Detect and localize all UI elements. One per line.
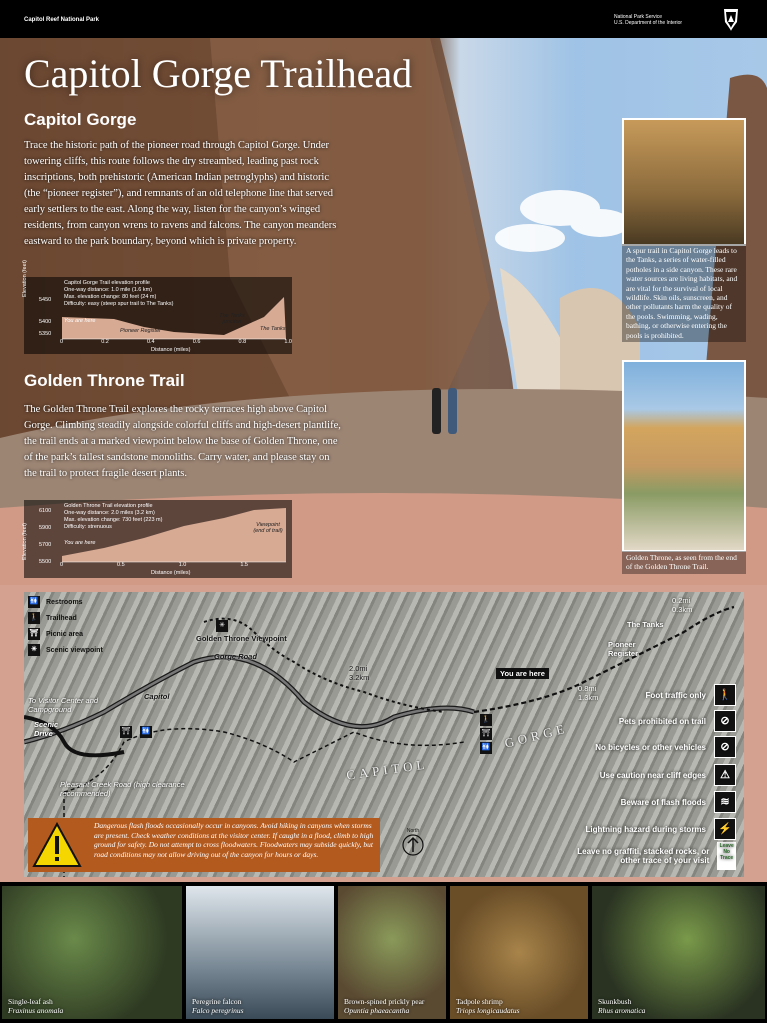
scenic-drive-label: Scenic Drive (34, 720, 59, 738)
lightning-icon: ⚡ (714, 818, 736, 840)
flash-flood-warning-text: Dangerous flash floods occasionally occur in canyons. Avoid hiking in canyons when storms are present. Check weather conditions at the visitor center. If caught in a flood, climb to high ground for safety. Do not attempt to cross floodwaters. Floodwaters may subside quickly, but road conditions may not allow driving out of the canyon for hours or days. (94, 821, 374, 859)
viewpoint-icon: ✳ (216, 620, 228, 632)
map-legend (28, 596, 103, 660)
golden-throne-photo (622, 360, 746, 552)
tanks-photo-caption: A spur trail in Capitol Gorge leads to the Tanks, a series of water-filled potholes in a side canyon. These rare water sources are living habitats, and are vital for the survival of local wildlife. Skin oils, sunscreen, and other pollutants harm the quality of the pools. Swimming, wading, bathing, or otherwise entering the pools is prohibited. (622, 244, 746, 342)
to-visitor-center-label: To Visitor Center and Campground (28, 696, 99, 714)
rule-foot-traffic: Foot traffic only 🚶 (646, 684, 736, 706)
species-strip (0, 882, 767, 1023)
golden-throne-viewpoint-label: Golden Throne Viewpoint (196, 634, 287, 643)
tanks-photo (622, 118, 746, 246)
capitol-gorge-text: Trace the historic path of the pioneer road through Capitol Gorge. Under towering cliffs, this route follows the dry streambed, leading past rock inscriptions, both prehistoric (American Indian petroglyphs) and historic (the “pioneer register”), and remnants of an old telephone line that served early settlers to the east. Along the way, listen for the canyon’s winged residents, from canyon wrens to ravens and falcons. The canyon meanders eastward to the park boundary, beyond which is private property. (24, 140, 337, 247)
rule-no-pets: Pets prohibited on trail ⊘ (619, 710, 736, 732)
north-arrow-icon (402, 834, 424, 856)
golden-throne-heading: Golden Throne Trail (24, 371, 185, 390)
golden-throne-profile-area (62, 508, 286, 562)
park-name: Capitol Reef National Park (24, 17, 100, 23)
hiker-icon: 🚶 (28, 612, 40, 624)
warning-triangle-icon (32, 822, 82, 868)
you-are-here-label: You are here (496, 668, 549, 679)
trail-map (24, 592, 744, 877)
y-ticks: 6100 5900 5700 5500 (39, 508, 52, 565)
golden-throne-photo-caption: Golden Throne, as seen from the end of the Golden Throne Trail. (622, 551, 746, 574)
agency-name: National Park Service U.S. Department of the Interior (614, 14, 683, 26)
rule-cliff-caution: Use caution near cliff edges ⚠ (600, 764, 736, 786)
no-pets-icon: ⊘ (714, 710, 736, 732)
species-skunkbush: Skunkbush Rhus aromatica (592, 886, 765, 1019)
capitol-road-label: Capitol (144, 692, 170, 701)
capitol-gorge-elevation-profile: Capitol Gorge Trail elevation profile One-way distance: 1.0 mile (1.6 km) Max. elevation change: 80 feet (24 m) Difficulty: easy (steep spur trail to The Tanks) Elevation (feet) 5450 5400 5350 0 0.2 0.4 0.6 0.8 1.0 Distance (miles) You are here Pioneer Register The Tanks junction The Tanks (22, 260, 292, 353)
distance-0-8mi-label: 0.8mi 1.3km (578, 684, 599, 702)
y-axis-label: Elevation (feet) (22, 523, 28, 560)
rule-flash-floods: Beware of flash floods ≋ (621, 791, 736, 813)
capitol-gorge-label-2: GORGE (503, 720, 570, 751)
x-axis-label: Distance (miles) (151, 347, 191, 353)
cliff-fall-icon: ⚠ (714, 764, 736, 786)
flash-flood-warning (28, 818, 380, 872)
golden-throne-elevation-profile: Golden Throne Trail elevation profile One-way distance: 2.0 miles (3.2 km) Max. elevation change: 730 feet (223 m) Difficulty: strenuous Elevation (feet) 6100 5900 5700 5500 0 0.5 1.0 1.5 Distance (miles) You are here Viewpoint (end of trail) (24, 500, 292, 578)
restroom-icon: 🚻 (28, 596, 40, 608)
no-bicycles-icon: ⊘ (714, 736, 736, 758)
species-single-leaf-ash: Single-leaf ash Fraxinus anomala (2, 886, 182, 1019)
legend-picnic: ⛩ Picnic area (28, 628, 103, 640)
pleasant-creek-label: Pleasant Creek Road (high clearance recommended) (60, 780, 185, 798)
leave-no-trace-logo: Leave No Trace (717, 842, 736, 870)
capitol-gorge-label-1: CAPITOL (345, 756, 430, 783)
scenic-drive-facilities (120, 726, 158, 738)
page-title: Capitol Gorge Trailhead (24, 51, 413, 96)
legend-trailhead: 🚶 Trailhead (28, 612, 103, 624)
restroom-icon: 🚻 (140, 726, 152, 738)
hiker-icon: 🚶 (714, 684, 736, 706)
nps-arrowhead-logo (722, 8, 740, 32)
rule-leave-no-trace: Leave no graffiti, stacked rocks, or other trace of your visit Leave No Trace (566, 842, 736, 870)
restroom-icon: 🚻 (480, 742, 492, 754)
y-axis-label: Elevation (feet) (22, 260, 28, 297)
species-peregrine-falcon: Peregrine falcon Falco peregrinus (186, 886, 334, 1019)
x-axis-label: Distance (miles) (151, 570, 191, 576)
legend-viewpoint: ✳ Scenic viewpoint (28, 644, 103, 656)
rule-lightning: Lightning hazard during storms ⚡ (586, 818, 736, 840)
distance-0-2mi-label: 0.2mi 0.3km (672, 596, 693, 614)
flood-icon: ≋ (714, 791, 736, 813)
hiker-icon: 🚶 (480, 714, 492, 726)
the-tanks-label: The Tanks (627, 620, 664, 629)
distance-2mi-label: 2.0mi 3.2km (349, 664, 370, 682)
rule-no-bicycles: No bicycles or other vehicles ⊘ (595, 736, 736, 758)
viewpoint-icon: ✳ (28, 644, 40, 656)
top-bar (0, 0, 767, 38)
x-ticks: 0 0.2 0.4 0.6 0.8 1.0 (60, 339, 292, 345)
golden-throne-text: The Golden Throne Trail explores the rocky terraces high above Capitol Gorge. Climbing steadily alongside colorful cliffs and high-desert plantlife, the trail ends at a marked viewpoint below the base of Golden Throne, one of the park’s tallest sandstone monoliths. Carry water, and please stay on the trail to protect fragile desert plants. (24, 404, 341, 479)
picnic-table-icon: ⛩ (28, 628, 40, 640)
north-arrow: North (402, 828, 424, 858)
legend-restrooms: 🚻 Restrooms (28, 596, 103, 608)
x-ticks: 0 0.5 1.0 1.5 (60, 562, 248, 568)
capitol-gorge-heading: Capitol Gorge (24, 110, 137, 129)
species-prickly-pear: Brown-spined prickly pear Opuntia phaeacantha (338, 886, 446, 1019)
capitol-gorge-profile-area (62, 297, 286, 339)
gorge-road-label: Gorge Road (214, 652, 257, 661)
pioneer-register-label: Pioneer Register (608, 640, 639, 658)
trailhead-facilities (480, 714, 508, 754)
species-tadpole-shrimp: Tadpole shrimp Triops longicaudatus (450, 886, 588, 1019)
picnic-table-icon: ⛩ (480, 728, 492, 740)
y-ticks: 5450 5400 (39, 297, 52, 325)
picnic-table-icon: ⛩ (120, 726, 132, 738)
